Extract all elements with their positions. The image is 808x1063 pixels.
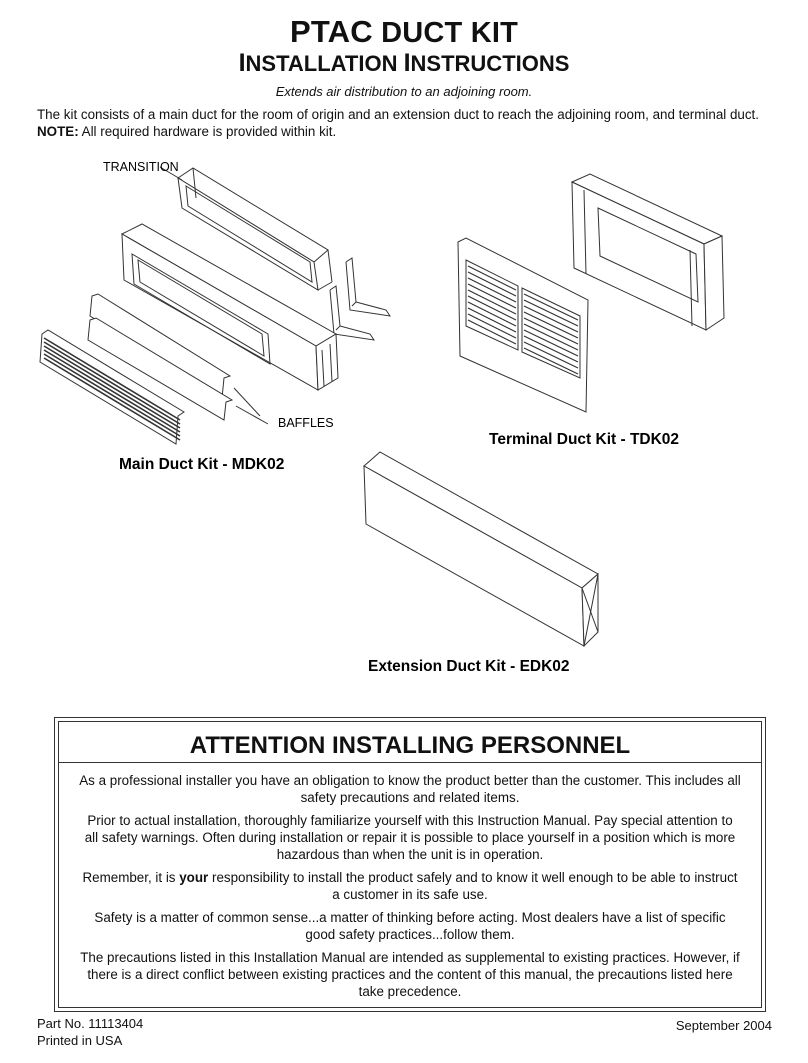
terminal-duct-grille bbox=[458, 238, 588, 412]
attention-paragraph-4: Safety is a matter of common sense...a matter of thinking before acting. Most dealers have a list of specific good safety practices...follow them. bbox=[94, 910, 726, 942]
attention-paragraph-1: As a professional installer you have an obligation to know the product better than the customer. This includes all safety precautions and related items. bbox=[79, 773, 741, 805]
footer-date: September 2004 bbox=[675, 1018, 772, 1033]
mounting-brackets bbox=[330, 258, 390, 340]
attention-paragraph-2: Prior to actual installation, thoroughly familiarize yourself with this Instruction Manual. Pay special attention to all safety warnings. Often during installation or repair it is possible to place yourself in a position which is more hazardous than when the unit is in operation. bbox=[84, 813, 736, 862]
attention-title: ATTENTION INSTALLING PERSONNEL bbox=[59, 722, 761, 763]
title-ptac: PTAC bbox=[289, 14, 373, 49]
terminal-duct-box bbox=[572, 174, 724, 330]
footer-part-info bbox=[37, 1015, 143, 1049]
intro-paragraph: The kit consists of a main duct for the room of origin and an extension duct to reach the adjoining room, and terminal duct. NOTE: All required hardware is provided within kit. bbox=[37, 107, 760, 139]
extension-duct bbox=[364, 452, 598, 646]
label-baffles: BAFFLES bbox=[278, 416, 334, 430]
subtitle: Extends air distribution to an adjoining room. bbox=[275, 84, 533, 99]
document-title bbox=[0, 14, 808, 50]
part-number: Part No. 11113404 bbox=[37, 1016, 144, 1031]
duct-kit-illustration bbox=[0, 150, 808, 690]
label-transition: TRANSITION bbox=[103, 160, 179, 174]
attention-box bbox=[58, 721, 762, 1008]
caption-extension-duct-kit: Extension Duct Kit - EDK02 bbox=[368, 658, 570, 675]
attention-paragraph-3: Remember, it is your responsibility to install the product safely and to know it well enough to be able to instruct a customer in its safe use. bbox=[82, 870, 738, 902]
printed-in: Printed in USA bbox=[37, 1033, 123, 1048]
attention-body bbox=[79, 772, 741, 1006]
caption-main-duct-kit: Main Duct Kit - MDK02 bbox=[119, 456, 285, 473]
note-label: NOTE: bbox=[37, 124, 79, 139]
title-duct-kit: DUCT KIT bbox=[372, 17, 519, 49]
document-subtitle-heading: INSTALLATION INSTRUCTIONS bbox=[238, 49, 570, 77]
attention-paragraph-5: The precautions listed in this Installation Manual are intended as supplemental to existing practices. However, if there is a direct conflict between existing practices and the content of this manual, the precautions listed here take precedence. bbox=[80, 950, 740, 999]
caption-terminal-duct-kit: Terminal Duct Kit - TDK02 bbox=[489, 431, 680, 448]
